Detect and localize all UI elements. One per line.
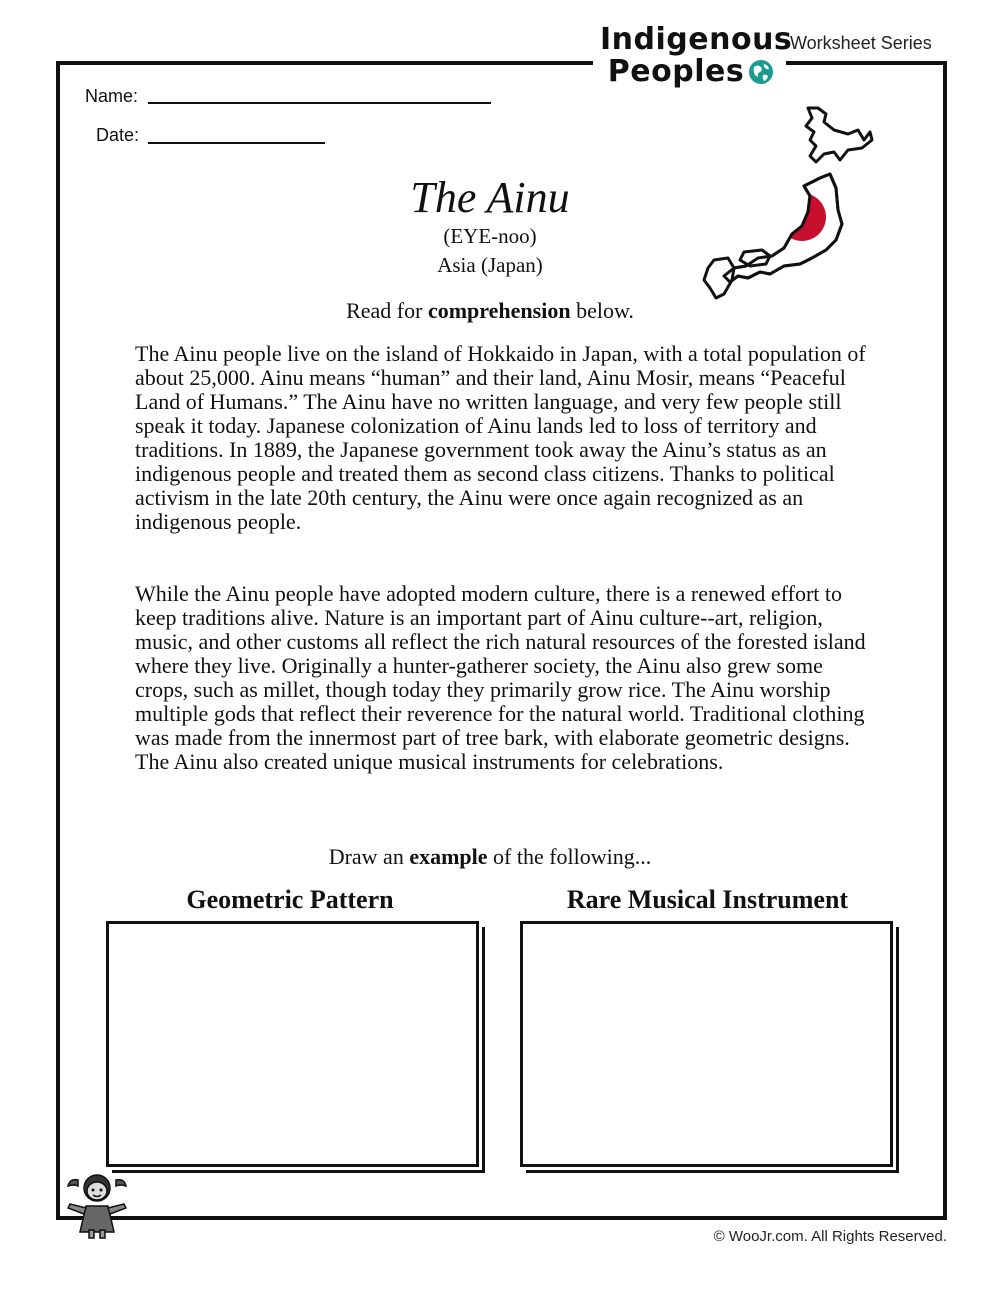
copyright: © WooJr.com. All Rights Reserved. [713,1228,947,1245]
reading-instruction-before: Read for [346,298,428,323]
name-line[interactable] [148,102,491,104]
worksheet-series-label: Worksheet Series [790,33,932,53]
page-title: The Ainu [410,173,570,222]
draw-instruction [140,843,840,871]
logo-line-1: Indigenous [600,22,793,57]
geometric-pattern-draw-box[interactable] [106,921,479,1167]
paragraph-2: While the Ainu people have adopted modern culture, there is a renewed effort to keep traditions alive. Nature is an important part of Ainu culture--art, religion, music, and other customs all reflect the rich natural resources of the forested island where they live. Originally a hunter-gatherer society, the Ainu also grew some crops, such as millet, though today they primarily grow rice. The Ainu worship multiple gods that reflect their reverence for the natural world. Traditional clothing was made from the innermost part of tree bark, with elaborate geometric designs. The Ainu also created unique musical instruments for celebrations. [135,581,866,774]
date-label: Date: [96,125,140,145]
logo-line-2-wrap [608,56,774,88]
indigenous-peoples-logo [600,22,793,89]
draw-instruction-bold: example [409,844,488,869]
box-title-musical-instrument: Rare Musical Instrument [566,885,849,914]
box-title-geometric-pattern: Geometric Pattern [186,885,394,914]
japan-map-icon [700,100,880,300]
draw-instruction-before: Draw an [328,844,410,869]
reading-instruction [140,297,840,325]
globe-icon [748,59,774,85]
date-line[interactable] [148,142,325,144]
draw-instruction-after: of the following... [487,844,652,869]
paragraph-1: The Ainu people live on the island of Hokkaido in Japan, with a total population of about 25,000. Ainu means “human” and their land, Ainu Mosir, means “Peaceful Land of Humans.” The Ainu have no written language, and very few people still speak it today. Japanese colonization of Ainu lands led to loss of territory and traditions. In 1889, the Japanese government took away the Ainu’s status as an indigenous people and treated them as second class citizens. Thanks to political activism in the late 20th century, the Ainu were once again recognized as an indigenous people. [135,341,866,534]
logo-line-2: Peoples [607,54,745,89]
musical-instrument-draw-box[interactable] [520,921,893,1167]
region: Asia (Japan) [437,253,543,277]
name-label: Name: [85,86,139,106]
reading-instruction-bold: comprehension [427,298,571,323]
girl-mascot-icon [64,1172,130,1240]
pronunciation: (EYE-noo) [443,224,537,248]
reading-instruction-after: below. [570,298,634,323]
